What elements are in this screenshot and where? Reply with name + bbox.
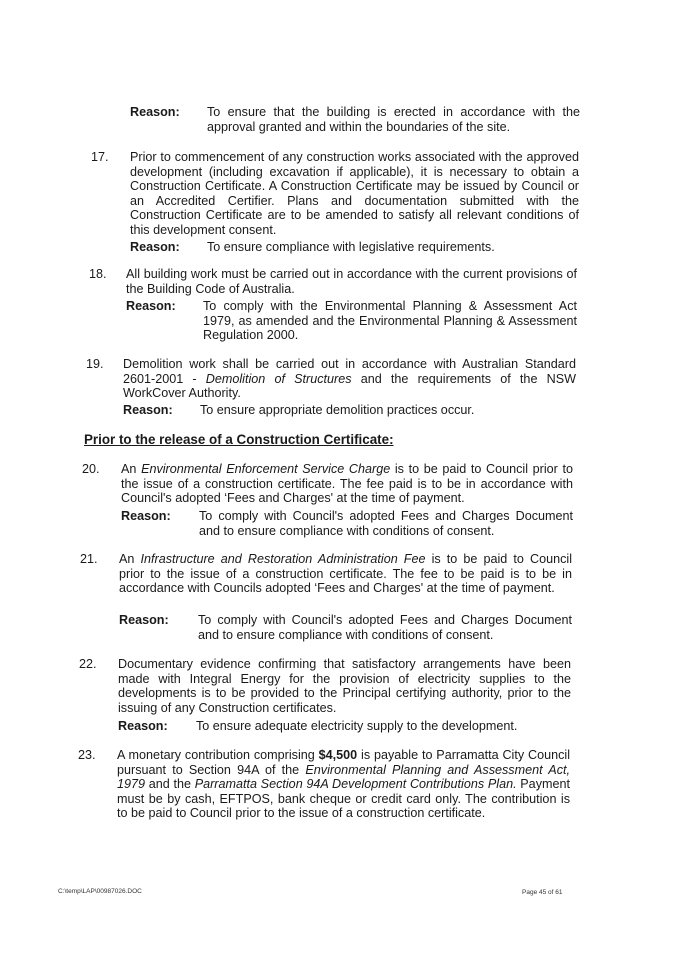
- reason-19: [123, 403, 576, 418]
- condition-number-21: 21.: [80, 552, 98, 566]
- reason-text: To ensure compliance with legislative requirements.: [207, 240, 495, 254]
- reason-label: Reason:: [119, 613, 169, 627]
- reason-label: Reason:: [126, 299, 176, 313]
- reason-label: Reason:: [118, 719, 168, 733]
- footer-page-number: Page 45 of 61: [522, 889, 563, 896]
- condition-text-20: An Environmental Enforcement Service Charge is to be paid to Council prior to the issue of a construction certificate. The fee paid is to be in accordance with Council's adopted ‘Fees and Charges' at the time of payment.: [121, 462, 573, 506]
- reason-18: [126, 299, 577, 344]
- condition-text-23: A monetary contribution comprising $4,500 is payable to Parramatta City Council pursuant to Section 94A of the Environmental Planning and Assessment Act, 1979 and the Parramatta Section 94A Development Contributions Plan. Payment must be by cash, EFTPOS, bank cheque or credit card only. The contribution is to be paid to Council prior to the issue of a construction certificate.: [117, 748, 571, 821]
- condition-text-19: Demolition work shall be carried out in accordance with Australian Standard 2601-2001 - Demolition of Structures and the requirements of the NSW WorkCover Authority.: [123, 357, 577, 401]
- reason-top: [130, 105, 580, 135]
- contribution-amount: $4,500: [318, 748, 358, 762]
- condition-text-17: Prior to commencement of any construction works associated with the approved development (including excavation if applicable), it is necessary to obtain a Construction Certificate. A Construction Certificate may be issued by Council or an Accredited Certifier. Plans and documentation submitted with the Construction Certificate are to be amended to satisfy all relevant conditions of this development consent.: [130, 150, 579, 237]
- reason-20: [121, 509, 573, 539]
- condition-text-18: All building work must be carried out in accordance with the current provisions of the Building Code of Australia.: [126, 267, 577, 296]
- condition-number-22: 22.: [79, 657, 97, 671]
- condition-number-23: 23.: [78, 748, 96, 762]
- footer-file-path: C:\temp\LAP\00987026.DOC: [58, 888, 142, 895]
- condition-number-18: 18.: [89, 267, 107, 281]
- section-heading: Prior to the release of a Construction Certificate:: [84, 432, 394, 447]
- condition-number-20: 20.: [82, 462, 100, 476]
- reason-label: Reason:: [121, 509, 171, 523]
- condition-text-21: An Infrastructure and Restoration Administration Fee is to be paid to Council prior to the issue of a construction certificate. The fee to be paid is to be in accordance with Councils adopted ‘Fees and Charges' at the time of payment.: [119, 552, 572, 596]
- reason-text: To comply with Council's adopted Fees and Charges Document and to ensure compliance with conditions of consent.: [198, 613, 572, 642]
- condition-number-19: 19.: [86, 357, 104, 371]
- reason-22: [118, 719, 571, 734]
- reason-text: To comply with the Environmental Planning & Assessment Act 1979, as amended and the Environmental Planning & Assessment Regulation 2000.: [203, 299, 577, 343]
- reason-label: Reason:: [130, 240, 180, 254]
- reason-text: To ensure that the building is erected in accordance with the approval granted and within the boundaries of the site.: [207, 105, 580, 134]
- reason-label: Reason:: [123, 403, 173, 417]
- reason-21: [119, 613, 572, 643]
- reason-text: To ensure appropriate demolition practices occur.: [200, 403, 475, 417]
- reason-label: Reason:: [130, 105, 180, 119]
- condition-number-17: 17.: [91, 150, 109, 164]
- reason-text: To ensure adequate electricity supply to the development.: [196, 719, 518, 733]
- condition-text-22: Documentary evidence confirming that satisfactory arrangements have been made with Integral Energy for the provision of electricity supplies to the developments is to be provided to the Principal certifying authority, prior to the issuing of any Construction certificates.: [118, 657, 571, 715]
- reason-text: To comply with Council's adopted Fees and Charges Document and to ensure compliance with conditions of consent.: [199, 509, 573, 538]
- reason-17: [130, 240, 580, 255]
